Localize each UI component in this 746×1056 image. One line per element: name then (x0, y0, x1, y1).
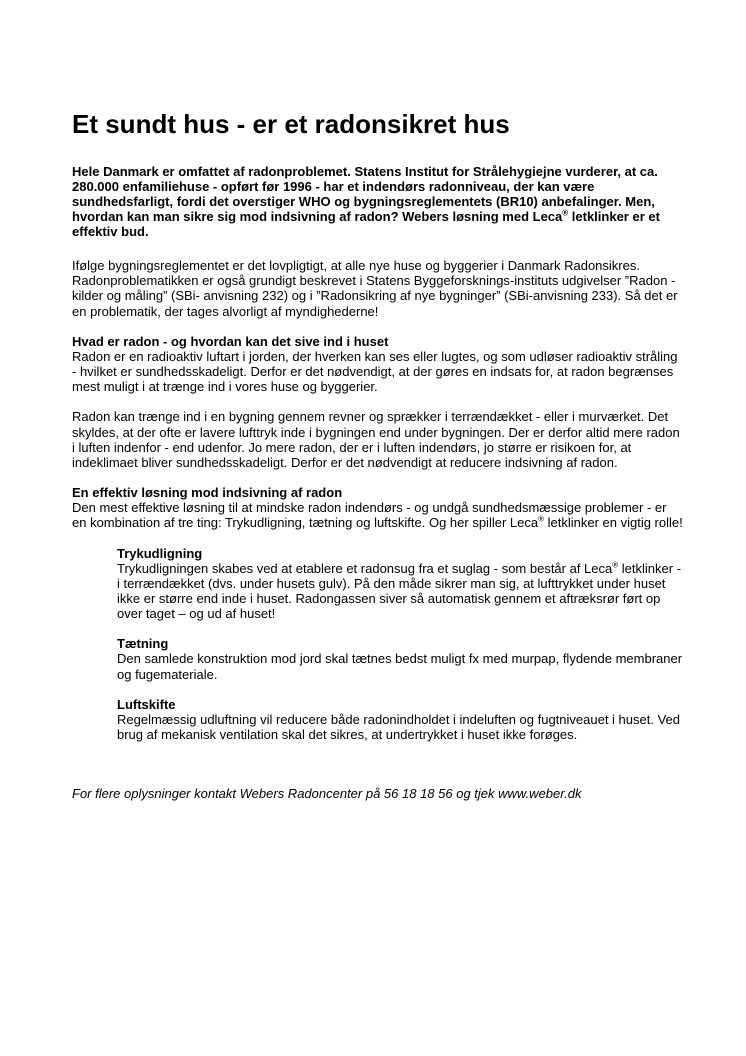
section-heading-solution: En effektiv løsning mod indsivning af radon (72, 485, 343, 501)
intro-text-end: letklinker er et effektiv bud. (72, 209, 660, 239)
document-page (72, 107, 684, 814)
trykudligning-text-end: letklinker - i terrændækket (dvs. under husets gulv). På den måde sikrer man sig, at lufttrykket under huset ikke er større end inde i huset. Radongassen siver så automatisk gennem et aftræksrør ført op over taget – og ud af huset! (117, 560, 682, 622)
subsection-heading-trykudligning: Trykudligning (117, 545, 203, 561)
solution-text: Den mest effektive løsning til at mindske radon indendørs - og undgå sundhedsmæssige problemer - er en kombination af tre ting: Trykudligning, tætning og luftskifte. Og her spiller Leca (72, 500, 667, 531)
section-body-radon-2: Radon kan trænge ind i en bygning gennem revner og sprækker i terrændækket - eller i murværket. Det skyldes, at der ofte er lavere lufttryk inde i bygningen end under bygningen. Der er derfor altid mere radon i luften indenfor - end udenfor. Jo mere radon, der er i luften indendørs, jo større er risikoen for, at indeklimaet bliver sundhedsskadeligt. Derfor er det nødvendigt at reducere indsivning af radon. (72, 409, 680, 471)
subsection-body-trykudligning (117, 561, 684, 622)
footer-contact: For flere oplysninger kontakt Webers Radoncenter på 56 18 18 56 og tjek www.weber.dk (72, 786, 582, 802)
subsection-body-taetning: Den samlede konstruktion mod jord skal tætnes bedst muligt fx med murpap, flydende membraner og fugemateriale. (117, 651, 683, 682)
subsection-heading-luftskifte: Luftskifte (117, 696, 176, 712)
registered-mark: ® (538, 515, 544, 525)
intro-paragraph (72, 164, 684, 239)
subsection-heading-taetning: Tætning (117, 636, 169, 652)
registered-mark: ® (612, 560, 619, 570)
page-title: Et sundt hus - er et radonsikret hus (72, 109, 510, 139)
trykudligning-text: Trykudligningen skabes ved at etablere et radonsug fra et suglag - som består af Leca (117, 560, 613, 576)
body-paragraph: Ifølge bygningsreglementet er det lovpligtigt, at alle nye huse og byggerier i Danmark Radonsikres. Radonproblematikken er også grundigt beskrevet i Statens Byggeforsknings-instituts udgivelser ”Radon - kilder og måling” (SBi- anvisning 232) og i ”Radonsikring af nye bygninger” (SBi-anvisning 233). Så det er en problematik, der tages alvorligt af myndighederne! (72, 258, 678, 319)
solution-text-end: letklinker en vigtig rolle! (544, 515, 683, 531)
subsection-list (117, 546, 684, 743)
section-body-radon-1: Radon er en radioaktiv luftart i jorden, der hverken kan ses eller lugtes, og som udløser radioaktiv stråling - hvilket er sundhedsskadeligt. Derfor er det nødvendigt, at der gøres en indsats for, at radon begrænses mest muligt i at trænge ind i vores huse og byggerier. (72, 348, 678, 395)
registered-mark: ® (562, 208, 569, 218)
intro-text: Hele Danmark er omfattet af radonproblemet. Statens Institut for Strålehygiejne vurderer, at ca. 280.000 enfamiliehuse - opført før 1996 - har et indendørs radonniveau, der kan være sundhedsfarligt, fordi det overstiger WHO og bygningsreglementets (BR10) anbefalinger. Men, hvordan kan man sikre sig mod indsivning af radon? Webers løsning med Leca (72, 164, 658, 224)
subsection-body-luftskifte: Regelmæssig udluftning vil reducere både radonindholdet i indeluften og fugtniveauet i huset. Ved brug af mekanisk ventilation skal det sikres, at undertrykket i huset ikke forøges. (117, 711, 680, 743)
section-heading-radon: Hvad er radon - og hvordan kan det sive ind i huset (72, 333, 389, 349)
section-body-solution (72, 500, 684, 530)
